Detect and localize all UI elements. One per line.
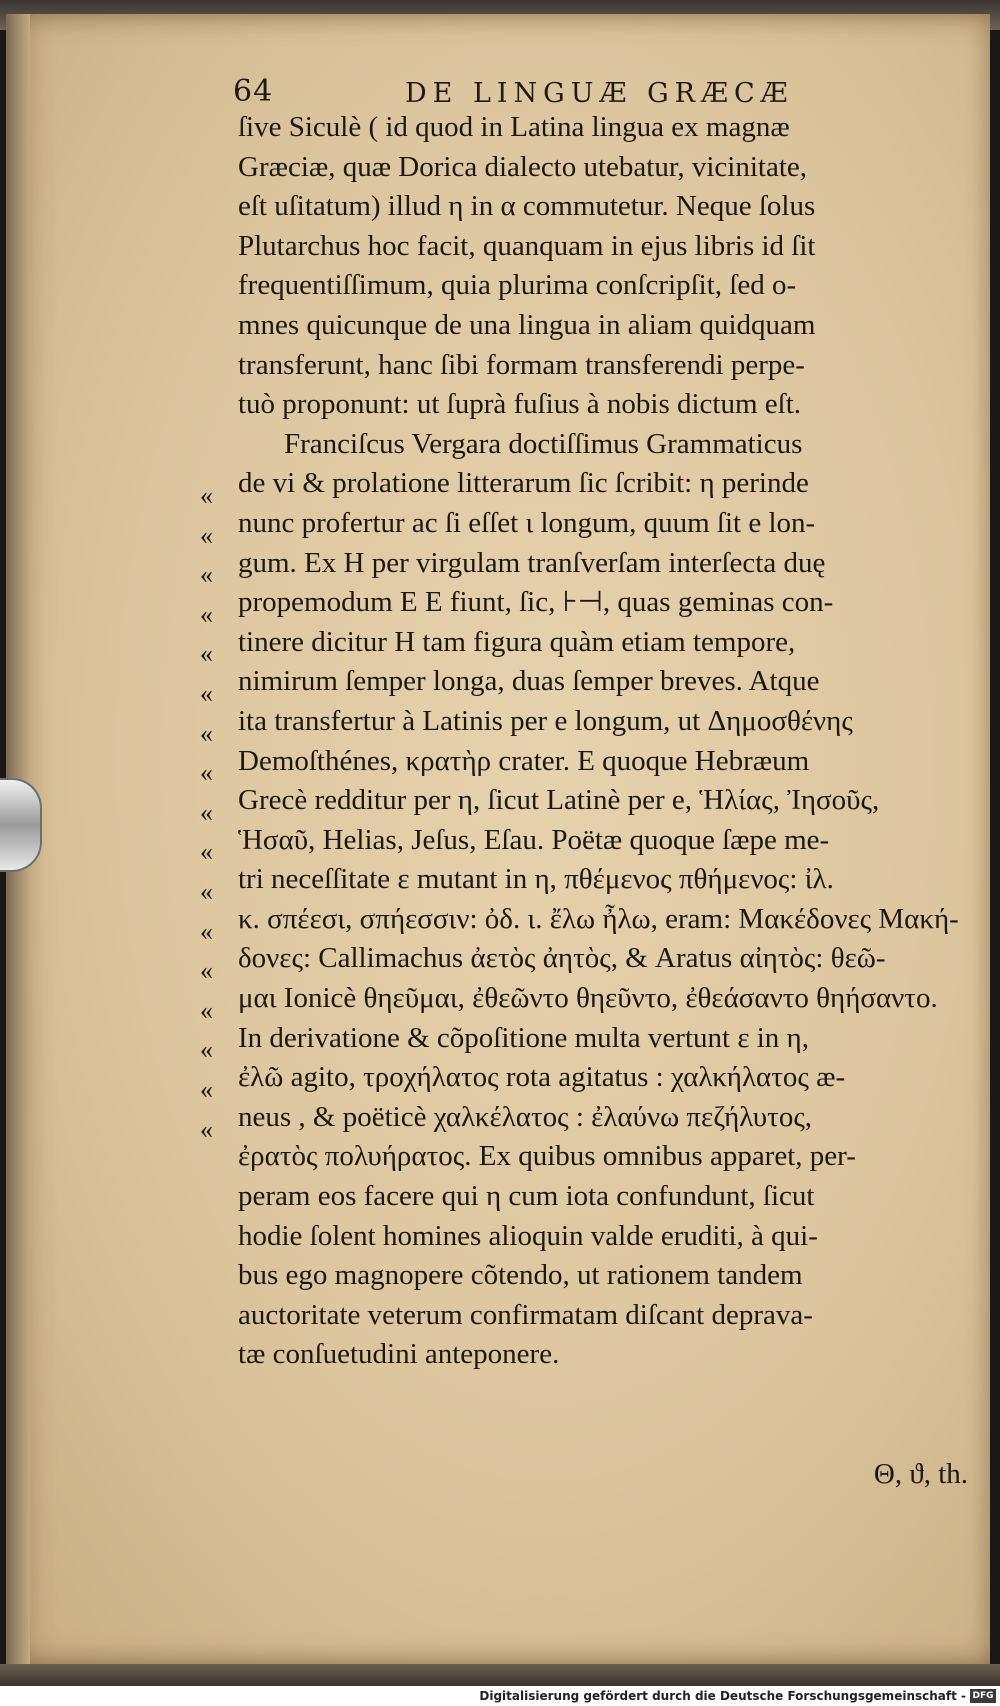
quote-mark: « (200, 995, 213, 1025)
quote-mark: « (200, 1074, 213, 1104)
quote-mark: « (200, 560, 213, 590)
text-line: ἐλῶ agito, τροχήλατος rota agitatus : χαλκήλατος æ- (238, 1061, 846, 1094)
text-line: gum. Ex H per virgulam tranſverſam interſecta duę (238, 546, 826, 579)
quote-mark: « (200, 1114, 213, 1144)
quote-mark: « (200, 599, 213, 629)
text-line: In derivatione & cõpoſitione multa vertunt ε in η, (238, 1021, 809, 1054)
quote-mark: « (200, 876, 213, 906)
text-line: Græciæ, quæ Dorica dialecto utebatur, vicinitate, (238, 150, 807, 183)
text-line: Ἡσαῦ, Helias, Jeſus, Eſau. Poëtæ quoque ſæpe me- (238, 823, 830, 856)
catchword: Θ, ϑ, th. (873, 1458, 968, 1490)
body-text (238, 108, 978, 1375)
quotation-marks-column (200, 476, 230, 1149)
text-line: Grecè redditur per η, ſicut Latinè per e, Ἡλίας, Ἰησοῦς, (238, 784, 880, 817)
text-line: μαι Ionicè θηεῦμαι, ἐθεῶντο θηεῦντο, ἐθεάσαντο θηήσαντο. (238, 982, 938, 1015)
text-line: Franciſcus Vergara doctiſſimus Grammaticus (284, 427, 803, 460)
quote-mark: « (200, 481, 213, 510)
quote-mark: « (200, 837, 213, 867)
quote-mark: « (200, 520, 213, 550)
text-line: ita transfertur à Latinis per e longum, ut Δημοσθένης (238, 704, 853, 737)
text-line: tæ conſuetudini anteponere. (238, 1338, 560, 1371)
text-line: κ. σπέεσι, σπήεσσιν: ὀδ. ι. ἔλω ἦλω, eram: Μακέδονες Μακή- (238, 902, 959, 935)
text-line: tinere dicitur H tam figura quàm etiam tempore, (238, 625, 796, 658)
text-line: nimirum ſemper longa, duas ſemper breves. Atque (238, 665, 820, 698)
text-line: neus , & poëticè χαλκέλατος : ἐλαύνω πεζήλυτος, (238, 1100, 813, 1133)
text-line: Demoſthénes, κρατὴρ crater. E quoque Hebræum (238, 744, 810, 777)
quote-mark: « (200, 797, 213, 827)
dfg-logo: DFG (970, 1689, 996, 1703)
text-line: frequentiſſimum, quia plurima conſcripſit, ſed o- (238, 269, 797, 302)
text-line: auctoritate veterum confirmatam diſcant deprava- (238, 1298, 813, 1331)
quote-mark: « (200, 916, 213, 946)
text-line: ἐρατὸς πολυήρατος. Ex quibus omnibus apparet, per- (238, 1140, 856, 1173)
text-line: bus ego magnopere cõtendo, ut rationem tandem (238, 1259, 803, 1292)
page-clip (0, 778, 42, 872)
quote-mark: « (200, 956, 213, 986)
text-line: tri neceſſitate ε mutant in η, πθέμενος πθήμενος: ἰλ. (238, 863, 834, 896)
digitization-footer (0, 1686, 1000, 1706)
text-line: de vi & prolatione litterarum ſic ſcribit: η perinde (238, 467, 809, 500)
quote-mark: « (200, 1035, 213, 1065)
quote-mark: « (200, 718, 213, 748)
page-number: 64 (233, 74, 274, 109)
text-line: δονες: Callimachus ἀετὸς ἀητὸς, & Aratus αἰητὸς: θεῶ- (238, 942, 886, 975)
text-line: transferunt, hanc ſibi formam transferendi perpe- (238, 348, 805, 381)
text-line: propemodum E E fiunt, ſic, ⊦⊣, quas geminas con- (238, 586, 834, 619)
quote-mark: « (200, 758, 213, 788)
text-line: mnes quicunque de una lingua in aliam quidquam (238, 308, 816, 341)
quote-mark: « (200, 678, 213, 708)
quote-mark: « (200, 639, 213, 669)
text-line: tuò proponunt: ut ſuprà fuſius à nobis dictum eſt. (238, 388, 802, 421)
text-line: Plutarchus hoc facit, quanquam in ejus libris id ſit (238, 229, 816, 262)
text-line: ſive Siculè ( id quod in Latina lingua ex magnæ (238, 111, 790, 143)
footer-credit: Digitalisierung gefördert durch die Deutsche Forschungsgemeinschaft - (479, 1689, 966, 1703)
page-bottom-edge (0, 1664, 1000, 1686)
text-line: peram eos facere qui η cum iota confundunt, ſicut (238, 1180, 815, 1213)
text-line: eſt uſitatum) illud η in α commutetur. Neque ſolus (238, 190, 816, 223)
running-head: DE LINGUÆ GRÆCÆ (405, 78, 794, 109)
text-line: hodie ſolent homines alioquin valde eruditi, à qui- (238, 1219, 818, 1252)
text-line: nunc profertur ac ſi eſſet ι longum, quum ſit e lon- (238, 506, 816, 539)
